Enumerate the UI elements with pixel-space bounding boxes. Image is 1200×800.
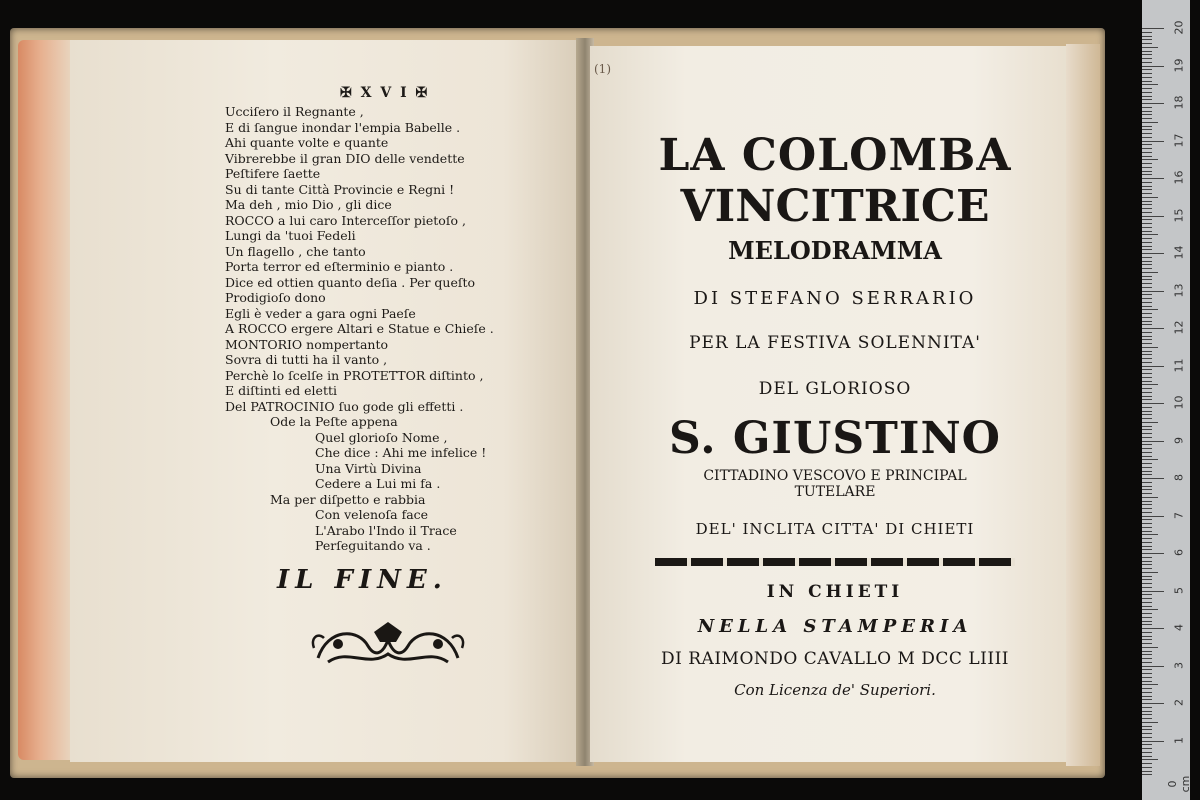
ruler-label: 4: [1172, 624, 1186, 631]
ruler-tick: [1142, 268, 1152, 269]
ruler-tick: [1142, 508, 1152, 509]
ruler-label: 2: [1172, 699, 1186, 706]
poem-line: Con velenoſa face: [315, 507, 429, 522]
ruler-tick: [1142, 392, 1152, 393]
occasion: PER LA FESTIVA SOLENNITA': [689, 333, 981, 353]
poem-line: Egli è veder a gara ogni Paeſe: [225, 305, 416, 321]
ruler-tick: [1142, 219, 1152, 220]
ruler-tick: [1142, 677, 1152, 678]
ruler-tick: [1142, 399, 1152, 400]
ruler-tick: [1142, 617, 1152, 618]
ruler-tick: [1142, 403, 1164, 404]
ruler-tick: [1142, 418, 1152, 419]
ruler-tick: [1142, 673, 1152, 674]
poem-line: Quel glorioſo Nome ,: [315, 429, 448, 445]
ruler-tick: [1142, 692, 1152, 693]
ruler-tick: [1142, 512, 1152, 513]
ruler-tick: [1142, 463, 1152, 464]
ruler-tick: [1142, 99, 1152, 100]
ruler-tick: [1142, 707, 1152, 708]
ruler-tick: [1142, 486, 1152, 487]
licence: Con Licenza de' Superiori.: [734, 681, 936, 699]
ruler-tick: [1142, 482, 1152, 483]
poem-line: Una Virtù Divina: [315, 460, 422, 476]
ruler-tick: [1142, 257, 1152, 258]
ruler-tick: [1142, 606, 1152, 607]
ruler-tick: [1142, 696, 1152, 697]
ruler-tick: [1142, 501, 1152, 502]
ruler-tick: [1142, 538, 1152, 539]
ruler-tick: [1142, 384, 1158, 385]
ruler-label: 5: [1172, 586, 1186, 594]
ruler-tick: [1142, 564, 1152, 565]
ruler-label: 3: [1172, 661, 1186, 669]
ruler-label: 12: [1172, 320, 1186, 335]
ruler-tick: [1142, 231, 1152, 232]
ruler-tick: [1142, 729, 1152, 730]
ruler-label: 18: [1172, 95, 1186, 110]
ruler-tick: [1142, 591, 1164, 592]
ruler-tick: [1142, 159, 1158, 160]
ruler-label: 14: [1172, 245, 1186, 260]
ruler-tick: [1142, 193, 1152, 194]
left-page-poem: [225, 85, 565, 554]
ruler-tick: [1142, 174, 1152, 175]
page-number-mark: ✠ X V I ✠: [340, 85, 430, 101]
ruler-tick: [1142, 726, 1152, 727]
ruler-label: 7: [1172, 511, 1186, 519]
ruler-tick: [1142, 249, 1152, 250]
ruler-tick: [1142, 602, 1152, 603]
ruler-tick: [1142, 103, 1164, 104]
ruler-tick: [1142, 107, 1152, 108]
ruler-tick: [1142, 474, 1152, 475]
ruler-tick: [1142, 426, 1152, 427]
ruler-tick: [1142, 471, 1152, 472]
ruler-tick: [1142, 88, 1152, 89]
ruler-tick: [1142, 681, 1152, 682]
ruler-tick: [1142, 568, 1152, 569]
ruler-tick: [1142, 752, 1152, 753]
ruler-tick: [1142, 287, 1152, 288]
ruler-tick: [1142, 748, 1152, 749]
ruler-tick: [1142, 767, 1152, 768]
ruler-tick: [1142, 516, 1164, 517]
ruler-tick: [1142, 441, 1164, 442]
poem-line: Ucciſero il Regnante ,: [225, 104, 364, 119]
ruler-label: 8: [1172, 474, 1186, 481]
imprint-press: NELLA STAMPERIA: [697, 616, 973, 637]
title-line-1: LA COLOMBA: [658, 130, 1012, 181]
ruler-tick: [1142, 396, 1152, 397]
ruler-tick: [1142, 354, 1152, 355]
poem-line: Cedere a Lui mi fa .: [315, 476, 441, 491]
ruler-tick: [1142, 302, 1152, 303]
ruler-tick: [1142, 171, 1152, 172]
poem-line: Che dice : Ahi me infelice !: [315, 445, 487, 460]
poem-line: Peſtifere ſaette: [225, 166, 321, 181]
ruler-tick: [1142, 51, 1152, 52]
del-glorioso: DEL GLORIOSO: [758, 379, 912, 399]
ruler-tick: [1142, 632, 1152, 633]
ruler-tick: [1142, 621, 1152, 622]
ruler-tick: [1142, 189, 1152, 190]
ruler-tick: [1142, 647, 1158, 648]
ruler-tick: [1142, 456, 1152, 457]
ruler-tick: [1142, 84, 1158, 85]
ruler-tick: [1142, 182, 1152, 183]
ruler-tick: [1142, 234, 1158, 235]
ruler-tick: [1142, 523, 1152, 524]
ruler-label: 11: [1172, 358, 1186, 372]
ruler-tick: [1142, 276, 1152, 277]
ruler-tick: [1142, 366, 1164, 367]
ruler-tick: [1142, 118, 1152, 119]
poem-line: Lungi da 'tuoi Fedeli: [225, 228, 356, 243]
ruler-label: 19: [1172, 58, 1186, 72]
ruler-tick: [1142, 54, 1152, 55]
ruler-tick: [1142, 298, 1152, 299]
ruler-tick: [1142, 733, 1152, 734]
ruler-tick: [1142, 459, 1158, 460]
ruler-tick: [1142, 129, 1152, 130]
ruler-tick: [1142, 628, 1164, 629]
ruler-tick: [1142, 324, 1152, 325]
ruler-tick: [1142, 718, 1152, 719]
ruler-tick: [1142, 531, 1152, 532]
ruler-tick: [1142, 774, 1152, 775]
title-page: [600, 130, 1070, 699]
ruler-tick: [1142, 148, 1152, 149]
ruler-tick: [1142, 358, 1152, 359]
ruler-tick: [1142, 336, 1152, 337]
ruler-tick: [1142, 703, 1164, 704]
ruler-tick: [1142, 223, 1152, 224]
poem-line: Vibrerebbe il gran DIO delle vendette: [225, 150, 465, 166]
poem-lines: [225, 104, 565, 554]
ruler-tick: [1142, 669, 1152, 670]
ruler-tick: [1142, 144, 1152, 145]
subtitle: MELODRAMMA: [728, 236, 942, 265]
ruler-tick: [1142, 452, 1152, 453]
ruler-tick: [1142, 576, 1152, 577]
ruler-tick: [1142, 741, 1164, 742]
poem-line: Ma deh , mio Dio , gli dice: [225, 197, 392, 212]
ruler-label: 0 cm: [1166, 775, 1192, 793]
ruler-tick: [1142, 133, 1152, 134]
ruler-tick: [1142, 587, 1152, 588]
ruler-tick: [1142, 32, 1152, 33]
ruler-tick: [1142, 429, 1152, 430]
ruler-label: 15: [1172, 208, 1186, 222]
ruler-tick: [1142, 583, 1152, 584]
ruler-tick: [1142, 722, 1158, 723]
poem-line: E diſtinti ed eletti: [225, 383, 337, 398]
ruler-tick: [1142, 122, 1158, 123]
ruler-tick: [1142, 759, 1158, 760]
poem-line: Su di tante Città Provincie e Regni !: [225, 181, 455, 197]
city: DEL' INCLITA CITTA' DI CHIETI: [695, 520, 975, 538]
title-line-2: VINCITRICE: [680, 181, 990, 232]
ruler-tick: [1142, 114, 1152, 115]
poem-line: Un flagello , che tanto: [225, 243, 366, 259]
poem-line: Sovra di tutti ha il vanto ,: [225, 352, 388, 367]
ruler-tick: [1142, 519, 1152, 520]
ruler-tick: [1142, 654, 1152, 655]
ruler-tick: [1142, 497, 1158, 498]
ruler-tick: [1142, 246, 1152, 247]
ruler-tick: [1142, 328, 1164, 329]
ruler-tick: [1142, 636, 1152, 637]
poem-line: Ode la Peſte appena: [270, 414, 398, 429]
poem-line: Prodigioſo dono: [225, 290, 326, 305]
ruler-tick: [1142, 609, 1158, 610]
poem-line: E di ſangue inondar l'empia Babelle .: [225, 119, 461, 135]
ruler-tick: [1142, 43, 1152, 44]
ruler-tick: [1142, 467, 1152, 468]
ruler-tick: [1142, 549, 1152, 550]
ruler-tick: [1142, 28, 1164, 29]
poem-line: Porta terror ed eſterminio e pianto .: [225, 259, 454, 274]
ruler-label: 1: [1172, 736, 1186, 744]
ruler-tick: [1142, 36, 1152, 37]
saint-description-2: TUTELARE: [794, 484, 876, 500]
ruler-label: 20: [1172, 20, 1186, 35]
ruler-tick: [1142, 272, 1158, 273]
printer-ornament: [308, 618, 468, 672]
ruler-tick: [1142, 493, 1152, 494]
ruler-tick: [1142, 553, 1164, 554]
ruler-tick: [1142, 126, 1152, 127]
ruler-tick: [1142, 572, 1158, 573]
poem-line: Dice ed ottien quanto deſia . Per queſto: [225, 274, 476, 290]
ruler-tick: [1142, 744, 1152, 745]
ruler-label: 9: [1172, 436, 1186, 444]
ruler-tick: [1142, 66, 1164, 67]
poem-line: L'Arabo l'Indo il Trace: [315, 522, 457, 538]
ruler-tick: [1142, 317, 1152, 318]
ruler-tick: [1142, 152, 1152, 153]
ruler-tick: [1142, 414, 1152, 415]
ruler-tick: [1142, 579, 1152, 580]
measuring-ruler: [1142, 0, 1190, 800]
ruler-tick: [1142, 279, 1152, 280]
ruler-tick: [1142, 763, 1152, 764]
ruler-label: 17: [1172, 133, 1186, 147]
ruler-tick: [1142, 163, 1152, 164]
ruler-tick: [1142, 321, 1152, 322]
ruler-tick: [1142, 47, 1158, 48]
ruler-tick: [1142, 261, 1152, 262]
ruler-tick: [1142, 388, 1152, 389]
ruler-tick: [1142, 77, 1152, 78]
ruler-tick: [1142, 238, 1152, 239]
end-text: IL FINE.: [277, 565, 448, 595]
ruler-tick: [1142, 73, 1152, 74]
ruler-tick: [1142, 141, 1164, 142]
ruler-tick: [1142, 216, 1164, 217]
poem-line: MONTORIO nompertanto: [225, 336, 389, 352]
right-page-edges: [1066, 44, 1100, 766]
ruler-tick: [1142, 186, 1152, 187]
ruler-tick: [1142, 448, 1152, 449]
ruler-tick: [1142, 208, 1152, 209]
ruler-tick: [1142, 351, 1152, 352]
ruler-tick: [1142, 137, 1152, 138]
poem-line: Ma per diſpetto e rabbia: [270, 491, 426, 507]
ruler-tick: [1142, 688, 1152, 689]
ruler-tick: [1142, 561, 1152, 562]
ruler-tick: [1142, 598, 1152, 599]
ruler-tick: [1142, 212, 1152, 213]
ruler-tick: [1142, 197, 1158, 198]
ruler-tick: [1142, 227, 1152, 228]
ruler-tick: [1142, 557, 1152, 558]
ruler-tick: [1142, 546, 1152, 547]
ruler-tick: [1142, 111, 1152, 112]
ruler-label: 16: [1172, 170, 1186, 185]
poem-line: Ahi quante volte e quante: [225, 135, 389, 150]
ruler-tick: [1142, 313, 1152, 314]
poem-line: Perſeguitando va .: [315, 538, 431, 553]
ruler-tick: [1142, 39, 1152, 40]
ruler-tick: [1142, 699, 1152, 700]
poem-line: Perchè lo ſcelſe in PROTETTOR diſtinto ,: [225, 367, 484, 383]
page-corner-mark: (1): [594, 62, 611, 76]
ruler-tick: [1142, 643, 1152, 644]
ruler-tick: [1142, 737, 1152, 738]
ruler-tick: [1142, 527, 1152, 528]
ruler-tick: [1142, 242, 1152, 243]
ruler-tick: [1142, 339, 1152, 340]
ruler-tick: [1142, 294, 1152, 295]
poem-line: ROCCO a lui caro Interceſſor pietoſo ,: [225, 212, 466, 228]
ruler-tick: [1142, 178, 1164, 179]
divider-rule: [655, 558, 1015, 566]
ruler-tick: [1142, 489, 1152, 490]
ruler-tick: [1142, 613, 1152, 614]
ruler-tick: [1142, 253, 1164, 254]
ruler-tick: [1142, 381, 1152, 382]
ruler-tick: [1142, 167, 1152, 168]
ruler-tick: [1142, 639, 1152, 640]
ruler-tick: [1142, 156, 1152, 157]
ruler-tick: [1142, 444, 1152, 445]
ruler-tick: [1142, 411, 1152, 412]
ruler-tick: [1142, 756, 1152, 757]
ruler-tick: [1142, 662, 1152, 663]
ruler-tick: [1142, 369, 1152, 370]
ruler-tick: [1142, 407, 1152, 408]
ruler-tick: [1142, 711, 1152, 712]
poem-line: A ROCCO ergere Altari e Statue e Chieſe .: [225, 321, 494, 336]
ruler-tick: [1142, 373, 1152, 374]
ruler-tick: [1142, 504, 1152, 505]
ruler-tick: [1142, 542, 1152, 543]
ruler-label: 6: [1172, 549, 1186, 556]
ruler-tick: [1142, 594, 1152, 595]
author: DI STEFANO SERRARIO: [693, 288, 977, 309]
ruler-label: 13: [1172, 283, 1186, 297]
ruler-tick: [1142, 332, 1152, 333]
imprint-printer: DI RAIMONDO CAVALLO M DCC LIIII: [661, 649, 1009, 669]
ruler-tick: [1142, 201, 1152, 202]
ruler-tick: [1142, 684, 1158, 685]
ruler-tick: [1142, 347, 1158, 348]
imprint-place: IN CHIETI: [766, 582, 904, 602]
ruler-tick: [1142, 62, 1152, 63]
ruler-tick: [1142, 264, 1152, 265]
ruler-tick: [1142, 283, 1152, 284]
ruler-tick: [1142, 343, 1152, 344]
ruler-tick: [1142, 478, 1164, 479]
ruler-tick: [1142, 92, 1152, 93]
ruler-tick: [1142, 534, 1158, 535]
ruler-tick: [1142, 69, 1152, 70]
poem-line: Del PATROCINIO ſuo gode gli effetti .: [225, 398, 464, 414]
ruler-label: 10: [1172, 395, 1186, 410]
ruler-tick: [1142, 96, 1152, 97]
ruler-tick: [1142, 433, 1152, 434]
ruler-tick: [1142, 58, 1152, 59]
ruler-tick: [1142, 309, 1158, 310]
ruler-tick: [1142, 651, 1152, 652]
ruler-tick: [1142, 624, 1152, 625]
saint-name: S. GIUSTINO: [668, 413, 1002, 464]
saint-description-1: CITTADINO VESCOVO E PRINCIPAL: [703, 468, 967, 484]
ruler-tick: [1142, 666, 1164, 667]
ruler-tick: [1142, 291, 1164, 292]
ruler-tick: [1142, 771, 1152, 772]
ruler-tick: [1142, 81, 1152, 82]
ruler-tick: [1142, 437, 1152, 438]
ruler-tick: [1142, 658, 1152, 659]
ruler-tick: [1142, 362, 1152, 363]
ruler-tick: [1142, 306, 1152, 307]
ruler-tick: [1142, 377, 1152, 378]
ruler-tick: [1142, 204, 1152, 205]
ruler-tick: [1142, 422, 1158, 423]
ruler-tick: [1142, 714, 1152, 715]
